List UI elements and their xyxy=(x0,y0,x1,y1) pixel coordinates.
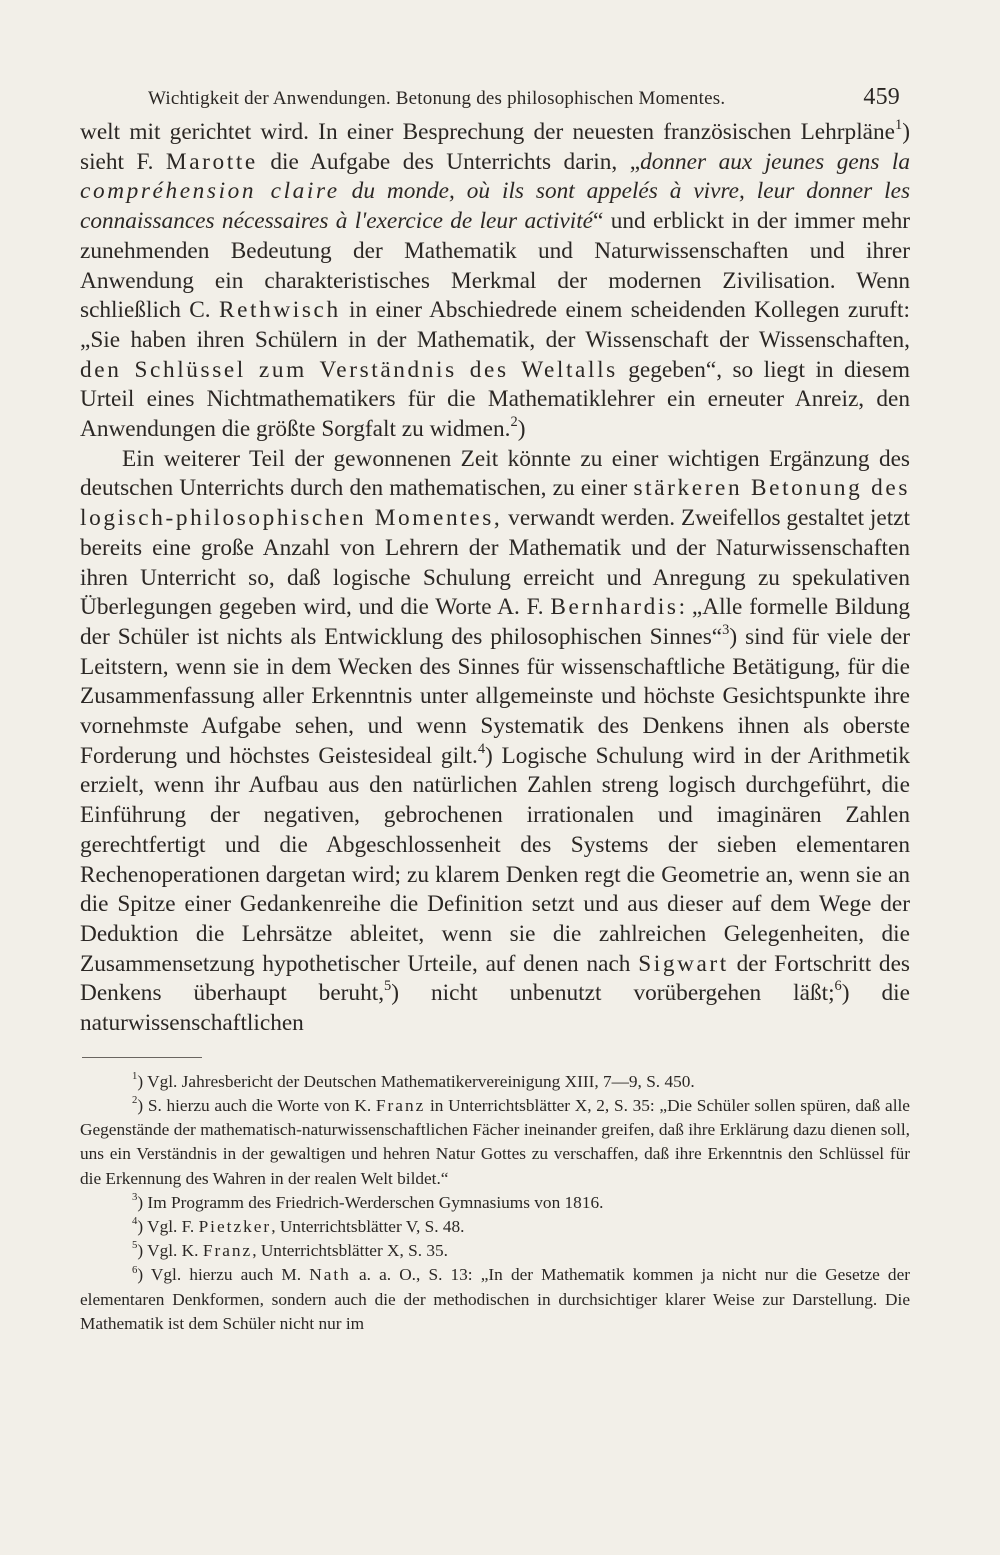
quote-part: du monde, où ils sont appelés à vivre, leur donner les connaissances nécessaires à l'exercice de leur activité xyxy=(80,178,911,235)
spaced-name-bernhardi: Bernhardis xyxy=(550,594,679,621)
footnote-text: in Unterrichtsblätter X, 2, S. 35: „Die Schüler sollen spüren, daß alle Gegenstände der mathematisch-naturwissenschaftlichen Fächer ineinander greifen, daß ihre Erklärung dazu dienen soll, uns ein Verständnis in der gewaltigen und hehren Natur Gottes zu verschaffen, daß ihre Erkenntnis den Schlüssel für die Erkennung des Wahren in der realen Welt bildet.“ xyxy=(80,1096,910,1188)
footnote-ref-2: 2 xyxy=(510,413,518,430)
text-run: ) sieht F. xyxy=(80,119,910,175)
spaced-name-nath: Nath xyxy=(309,1265,351,1285)
footnote-ref-6: 6 xyxy=(834,978,842,995)
footnote-1 xyxy=(80,1070,910,1094)
spaced-name-franz: Franz xyxy=(375,1096,426,1115)
footnote-text: ) Vgl. F. xyxy=(137,1217,195,1237)
footnote-3 xyxy=(80,1191,910,1215)
text-run: verwandt werden. Zweifellos gestaltet jetzt bereits eine große Anzahl von Lehrern der Mathematik und der Naturwissenschaften ihren Unterricht so, daß logische Schulung erreicht und Anregung zu spekulativen Überlegungen gegeben wird, und die Worte A. F. xyxy=(80,505,910,621)
paragraph-2 xyxy=(80,445,910,1039)
footnote-6 xyxy=(80,1263,910,1336)
footnote-ref-3: 3 xyxy=(722,621,730,638)
spaced-phrase: den Schlüssel zum Verständnis des Weltalls xyxy=(80,356,618,383)
text-run: ) sind für viele der Leitstern, wenn sie in dem Wecken des Sinnes für wissenschaftliche Betätigung, für die Zusammenfassung aller Erkenntnis unter allgemeinste und höchste Gesichtspunkte ihre vornehmste Aufgabe sehen, und wenn Systematik des Denkens ihnen als oberste Forderung und höchstes Geistesideal gilt. xyxy=(80,623,911,769)
spaced-name-sigwart: Sigwart xyxy=(638,950,729,977)
quote-spaced-part: compréhension claire xyxy=(80,178,340,205)
footnote-mark: 3 xyxy=(132,1190,138,1203)
footnote-text: ) Vgl. Jahresbericht der Deutschen Mathematikervereinigung XIII, 7—9, S. 450. xyxy=(137,1071,695,1091)
footnote-mark: 2 xyxy=(132,1094,138,1107)
running-head xyxy=(80,84,910,118)
footnote-text: ) Vgl. hierzu auch M. xyxy=(137,1265,302,1285)
book-page xyxy=(80,84,910,1336)
text-run: die Aufgabe des Unterrichts darin, „ xyxy=(270,148,641,175)
footnote-mark: 6 xyxy=(132,1263,138,1276)
footnote-ref-1: 1 xyxy=(895,116,903,133)
text-run: Ein weiterer Teil der gewonnenen Zeit könnte zu einer wichtigen Ergänzung des deutschen Unterrichts durch den mathematischen, zu einer xyxy=(80,445,910,502)
text-run: : „Alle formelle Bildung der Schüler ist nichts als Entwicklung des philosophischen Sinnes“ xyxy=(80,594,911,650)
text-run: ) xyxy=(517,416,526,443)
footnote-5 xyxy=(80,1239,910,1263)
text-run: der Fortschritt des Denkens überhaupt beruht, xyxy=(80,950,910,1007)
page-number: 459 xyxy=(863,84,900,110)
main-text xyxy=(80,118,910,1039)
text-run: ) Logische Schulung wird in der Arithmetik erzielt, wenn ihr Aufbau aus den natürlichen Zahlen streng logisch durchgeführt, die Einführung der negativen, gebrochenen irrationalen und imaginären Zahlen gerechtfertigt und die Abgeschlossenheit des Systems der sieben elementaren Rechenoperationen dargetan wird; zu klarem Denken regt die Geometrie an, wenn sie an die Spitze einer Gedankenreihe die Definition setzt und aus dieser auf dem Wege der Deduktion die Lehrsätze ableitet, wenn sie die zahlreichen Gelegenheiten, die Zusammensetzung hypothetischer Urteile, auf denen nach xyxy=(80,742,910,977)
footnote-text: ) Vgl. K. xyxy=(137,1241,199,1261)
footnote-2 xyxy=(80,1094,910,1191)
footnote-text: , Unterrichtsblätter X, S. 35. xyxy=(252,1241,449,1261)
footnote-4 xyxy=(80,1215,910,1239)
footnote-text: ) Im Programm des Friedrich-Werderschen Gymnasiums von 1816. xyxy=(137,1192,604,1212)
spaced-name-rethwisch: Rethwisch xyxy=(218,297,341,324)
spaced-name-pietzker: Pietzker xyxy=(198,1217,272,1237)
footnote-mark: 4 xyxy=(132,1215,138,1228)
footnote-divider xyxy=(82,1057,202,1058)
text-run: welt mit gerichtet wird. In einer Besprechung der neuesten französischen Lehrpläne xyxy=(80,119,896,145)
footnotes xyxy=(80,1070,910,1336)
quote-part: donner aux jeunes gens la xyxy=(640,148,911,175)
running-head-title: Wichtigkeit der Anwendungen. Betonung des philosophischen Momentes. xyxy=(148,88,726,109)
text-run: ) nicht unbenutzt vorübergehen läßt; xyxy=(391,980,835,1007)
text-run: ) die naturwissenschaftlichen xyxy=(80,980,910,1037)
spaced-name-franz: Franz xyxy=(202,1241,253,1261)
footnote-text: a. a. O., S. 13: „In der Mathematik kommen ja nicht nur die Gesetze der elementaren Denkformen, sondern auch die der methodischen in durchsichtiger klarer Weise zur Darstellung. Die Mathematik ist dem Schüler nicht nur im xyxy=(80,1265,910,1333)
footnote-ref-5: 5 xyxy=(384,978,392,995)
footnote-text: , Unterrichtsblätter V, S. 48. xyxy=(271,1217,465,1237)
footnote-mark: 1 xyxy=(132,1069,138,1082)
footnote-mark: 5 xyxy=(132,1239,138,1252)
footnote-ref-4: 4 xyxy=(477,740,486,757)
text-run: in einer Abschiedrede einem scheidenden Kollegen zuruft: „Sie haben ihren Schülern in der Mathematik, der Wissenschaft der Wissenschaften, xyxy=(80,297,910,353)
spaced-name-marotte: Marotte xyxy=(165,148,258,175)
text-run: “ und erblickt in der immer mehr zunehmenden Bedeutung der Mathematik und Naturwissenschaften und ihrer Anwendung ein charakteristisches Merkmal der modernen Zivilisation. Wenn schließlich C. xyxy=(80,208,910,324)
spaced-phrase: stärkeren Betonung des logisch-philosophischen Momentes, xyxy=(80,475,910,532)
paragraph-1 xyxy=(80,118,910,445)
text-run: gegeben“, so liegt in diesem Urteil eines Nichtmathematikers für die Mathematiklehrer ein erneuter Anreiz, den Anwendungen die größte Sorgfalt zu widmen. xyxy=(80,356,910,443)
footnote-text: ) S. hierzu auch die Worte von K. xyxy=(137,1096,372,1115)
